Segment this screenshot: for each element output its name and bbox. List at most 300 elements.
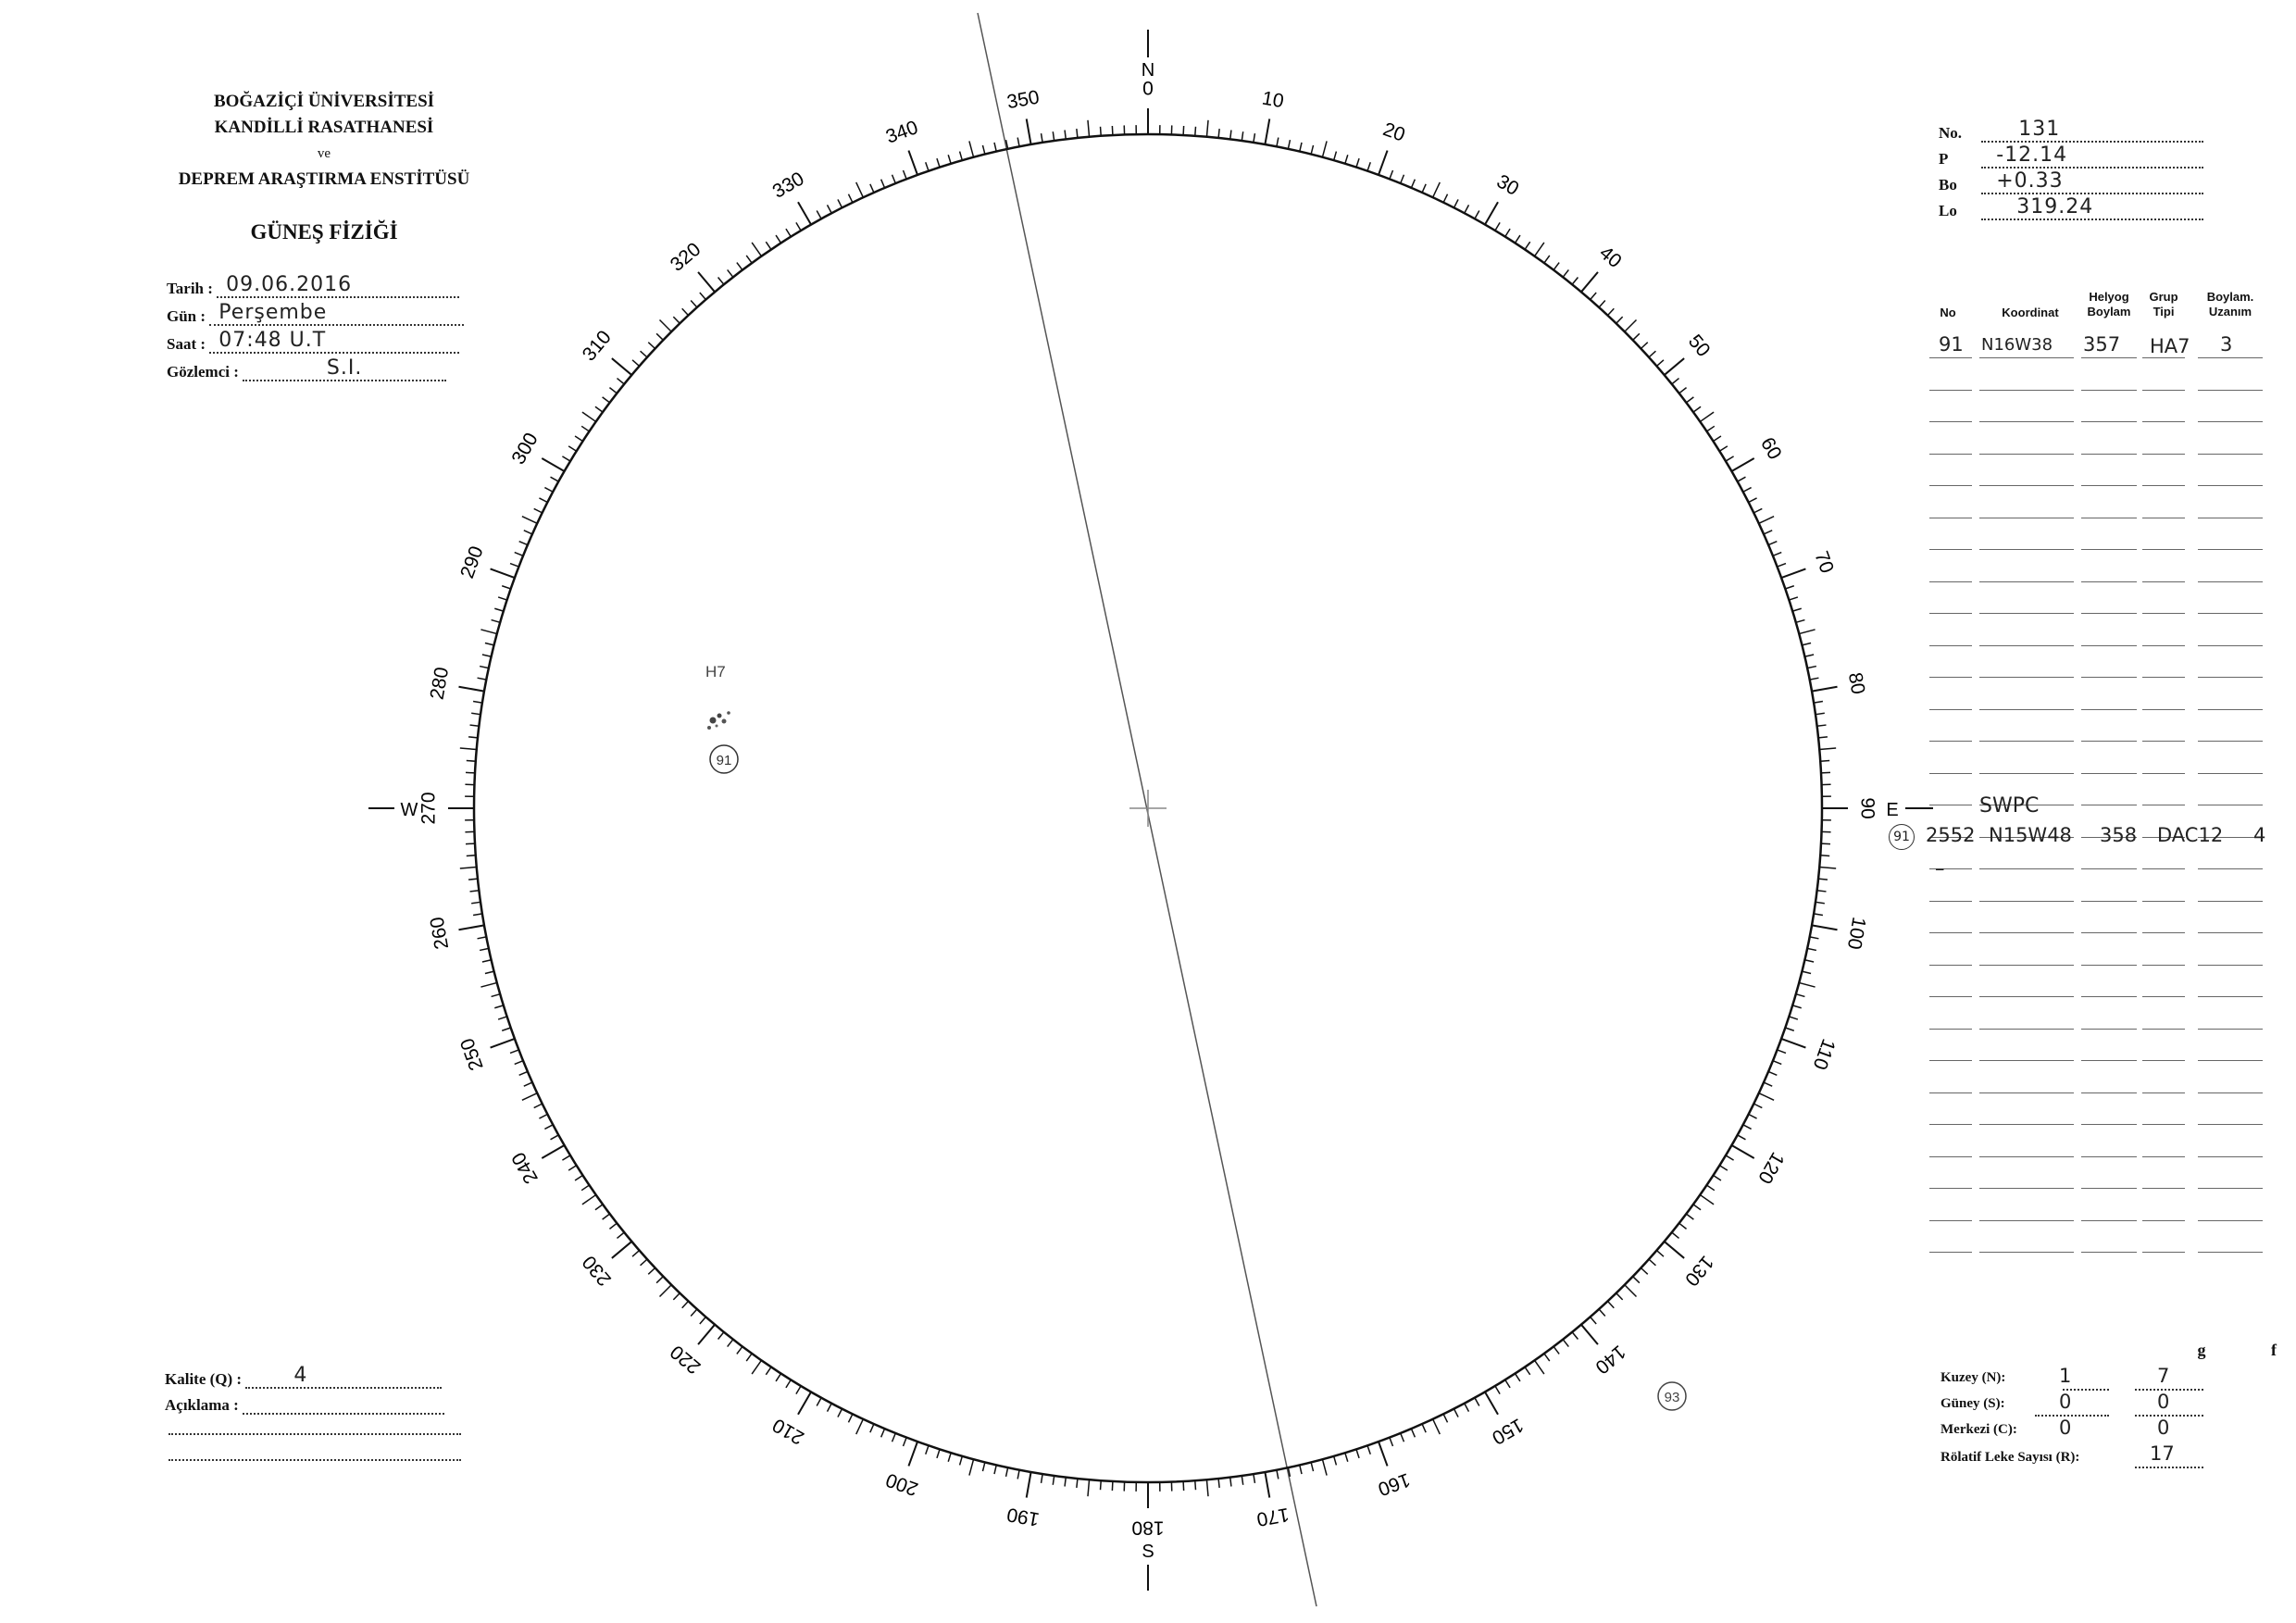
table-rule	[2198, 421, 2263, 422]
table-header-lon: Helyog Boylam	[2087, 290, 2131, 318]
table-rule	[2142, 1156, 2185, 1157]
degree-tick	[1390, 1438, 1393, 1446]
table-rule	[2081, 1220, 2137, 1221]
param-lo-label: Lo	[1939, 202, 1957, 219]
degree-tick	[1726, 456, 1734, 461]
row1-no: 91	[1939, 333, 1964, 356]
degree-tick	[1465, 1404, 1469, 1412]
degree-tick	[480, 630, 496, 634]
degree-tick	[1572, 277, 1578, 284]
degree-tick	[1778, 564, 1786, 568]
degree-label-60: 60	[1756, 433, 1786, 464]
degree-tick	[982, 145, 984, 155]
degree-tick	[470, 891, 480, 892]
table-rule	[2081, 741, 2137, 742]
table-rule	[2198, 965, 2263, 966]
table-rule	[2142, 357, 2185, 358]
degree-tick	[1485, 202, 1498, 224]
degree-tick	[948, 155, 951, 164]
north-label: N	[1141, 60, 1155, 81]
degree-tick	[1495, 1386, 1500, 1394]
degree-tick	[473, 914, 482, 916]
degree-tick	[926, 162, 929, 170]
degree-tick	[468, 879, 478, 880]
degree-tick	[1804, 655, 1814, 656]
degree-tick	[460, 748, 477, 750]
degree-tick	[1649, 1259, 1655, 1266]
degree-label-30: 30	[1492, 170, 1523, 200]
table-rule	[2198, 357, 2263, 358]
degree-tick	[752, 243, 761, 256]
degree-tick	[648, 343, 655, 349]
degree-tick	[1277, 138, 1279, 147]
degree-tick	[1027, 119, 1031, 144]
degree-tick	[491, 1039, 515, 1048]
degree-tick	[1700, 412, 1714, 421]
degree-tick	[603, 397, 610, 403]
degree-tick	[1672, 379, 1679, 384]
group-type-label: H7	[705, 663, 726, 680]
degree-tick	[892, 1433, 896, 1442]
degree-tick	[603, 1214, 610, 1219]
degree-label-0: 0	[1142, 78, 1154, 100]
summary-south-f: 0	[2157, 1391, 2170, 1413]
degree-tick	[969, 1459, 974, 1475]
degree-tick	[838, 1409, 842, 1417]
table-rule	[2142, 390, 2185, 391]
degree-tick	[1017, 1470, 1019, 1479]
degree-tick	[632, 1251, 640, 1257]
degree-tick	[1379, 151, 1388, 175]
table-rule	[1979, 901, 2074, 902]
degree-label-20: 20	[1379, 119, 1408, 146]
degree-tick	[1812, 925, 1838, 930]
param-bo-label: Bo	[1939, 176, 1957, 194]
degree-tick	[1572, 1332, 1578, 1340]
degree-label-110: 110	[1808, 1036, 1840, 1073]
degree-tick	[1796, 620, 1805, 623]
degree-tick	[1781, 1039, 1805, 1048]
summary-col-f: f	[2271, 1341, 2277, 1359]
degree-tick	[1563, 1340, 1568, 1347]
degree-tick	[1665, 358, 1684, 375]
degree-tick	[515, 1061, 523, 1065]
degree-tick	[480, 948, 489, 950]
degree-tick	[1042, 133, 1043, 143]
degree-label-100: 100	[1842, 915, 1870, 952]
west-label: W	[400, 800, 418, 820]
degree-tick	[581, 1185, 589, 1191]
degree-tick	[1206, 120, 1208, 137]
degree-tick	[1475, 211, 1479, 219]
degree-tick	[471, 902, 480, 903]
degree-tick	[1544, 256, 1550, 263]
degree-tick	[1218, 1479, 1219, 1488]
degree-tick	[828, 205, 832, 213]
degree-tick	[908, 151, 917, 175]
table-rule	[2142, 1188, 2185, 1189]
degree-tick	[1454, 1409, 1459, 1417]
degree-tick	[904, 1438, 907, 1446]
table-rule	[2142, 901, 2185, 902]
param-no-label: No.	[1939, 124, 1963, 142]
degree-tick	[494, 1005, 504, 1008]
degree-tick	[1759, 517, 1774, 524]
table-rule	[2198, 613, 2263, 614]
table-rule	[2142, 581, 2185, 582]
degree-tick	[1817, 725, 1827, 726]
degree-tick	[1819, 748, 1836, 750]
degree-tick	[969, 141, 974, 156]
degree-tick	[1818, 737, 1828, 738]
param-bo	[1939, 169, 2203, 194]
degree-tick	[1807, 667, 1816, 668]
degree-label-290: 290	[456, 543, 488, 581]
degree-tick	[1753, 508, 1762, 512]
degree-tick	[1311, 1462, 1313, 1471]
degree-tick	[562, 456, 570, 461]
table-rule	[1979, 996, 2074, 997]
degree-label-340: 340	[882, 117, 921, 148]
degree-tick	[568, 1166, 576, 1170]
degree-tick	[522, 517, 537, 524]
degree-tick	[502, 1028, 510, 1030]
degree-tick	[467, 855, 476, 856]
degree-tick	[1334, 1456, 1337, 1466]
degree-tick	[1443, 1414, 1447, 1422]
degree-tick	[1077, 1479, 1078, 1488]
table-rule	[2142, 1092, 2185, 1093]
degree-tick	[856, 1419, 864, 1434]
table-rule	[2142, 485, 2185, 486]
degree-tick	[1443, 194, 1447, 203]
degree-tick	[519, 1071, 528, 1075]
table-rule	[2081, 581, 2137, 582]
degree-tick	[1345, 155, 1348, 164]
degree-tick	[1719, 446, 1727, 451]
institution-line-3: ve	[317, 146, 331, 161]
group-number: 91	[716, 753, 732, 768]
degree-tick	[1554, 1346, 1559, 1354]
stray-mark: 93	[1664, 1390, 1680, 1405]
degree-tick	[1218, 129, 1219, 138]
degree-tick	[1820, 855, 1829, 856]
degree-tick	[1505, 229, 1510, 236]
degree-tick	[1789, 1017, 1798, 1019]
degree-tick	[617, 1232, 624, 1238]
degree-tick	[656, 1277, 663, 1283]
degree-tick	[1183, 126, 1184, 135]
degree-tick	[1599, 1309, 1605, 1316]
degree-tick	[641, 1259, 647, 1266]
degree-tick	[1390, 170, 1393, 179]
table-rule	[2142, 1252, 2185, 1253]
table-rule	[2081, 421, 2137, 422]
table-rule	[2198, 581, 2263, 582]
degree-tick	[458, 925, 484, 930]
table-rule	[2198, 868, 2263, 869]
institution-line-2: KANDİLLİ RASATHANESİ	[214, 118, 434, 137]
swpc-row-type: DAC12	[2157, 824, 2224, 846]
degree-label-300: 300	[507, 429, 543, 468]
degree-tick	[737, 263, 742, 270]
degree-tick	[1088, 1479, 1090, 1496]
summary-center-f: 0	[2157, 1417, 2170, 1439]
param-p-value: -12.14	[1996, 144, 2068, 167]
degree-tick	[1792, 1005, 1802, 1008]
degree-tick	[551, 477, 559, 481]
degree-tick	[737, 1346, 742, 1354]
degree-tick	[870, 1424, 874, 1432]
table-rule	[1979, 1220, 2074, 1221]
degree-tick	[892, 175, 896, 183]
degree-tick	[524, 1082, 532, 1086]
degree-tick	[1288, 140, 1290, 149]
degree-tick	[498, 597, 507, 600]
table-rule	[2198, 1220, 2263, 1221]
degree-tick	[519, 542, 528, 545]
summary-center-label: Merkezi (C):	[1940, 1422, 2017, 1437]
table-rule	[1929, 965, 1972, 966]
summary-col-g: g	[2197, 1341, 2206, 1359]
table-rule	[1979, 357, 2074, 358]
degree-tick	[1796, 994, 1805, 997]
table-rule	[1929, 1156, 1972, 1157]
degree-tick	[659, 1285, 671, 1297]
table-rule	[2142, 1029, 2185, 1030]
table-rule	[2198, 549, 2263, 550]
table-rule	[2081, 549, 2137, 550]
degree-label-10: 10	[1260, 87, 1286, 113]
degree-tick	[1804, 960, 1814, 962]
degree-tick	[612, 358, 631, 375]
degree-tick	[1525, 1367, 1530, 1375]
table-rule	[1979, 1029, 2074, 1030]
table-rule	[2081, 996, 2137, 997]
degree-tick	[1401, 1433, 1404, 1442]
degree-tick	[1535, 1360, 1544, 1374]
table-rule	[2081, 932, 2137, 933]
table-rule	[1979, 549, 2074, 550]
table-rule	[2198, 901, 2263, 902]
degree-label-150: 150	[1488, 1414, 1528, 1449]
department-title: GÜNEŞ FİZİĞİ	[250, 220, 398, 243]
table-rule	[1979, 581, 2074, 582]
table-rule	[2142, 773, 2185, 774]
degree-tick	[1411, 180, 1415, 188]
table-rule	[1979, 868, 2074, 869]
degree-tick	[1607, 308, 1614, 315]
table-rule	[2142, 1124, 2185, 1125]
table-rule	[2198, 1156, 2263, 1157]
param-lo-value: 319.24	[2016, 195, 2094, 218]
degree-tick	[1818, 879, 1828, 880]
degree-tick	[1821, 843, 1830, 844]
degree-tick	[1731, 458, 1753, 471]
table-rule	[2142, 677, 2185, 678]
degree-tick	[609, 388, 617, 393]
degree-tick	[766, 1367, 771, 1375]
degree-tick	[728, 269, 733, 277]
table-rule	[2081, 1252, 2137, 1253]
summary-center-g: 0	[2059, 1417, 2072, 1439]
degree-tick	[1581, 1325, 1598, 1344]
degree-tick	[1053, 1476, 1054, 1485]
degree-tick	[1649, 351, 1655, 357]
degree-label-310: 310	[578, 326, 616, 366]
table-rule	[2198, 1252, 2263, 1253]
degree-tick	[492, 994, 501, 997]
degree-tick	[466, 843, 475, 844]
degree-tick	[838, 199, 842, 207]
degree-tick	[482, 655, 492, 656]
degree-tick	[1656, 1251, 1664, 1257]
table-rule	[1929, 1252, 1972, 1253]
degree-tick	[1322, 1459, 1327, 1475]
degree-tick	[1356, 1449, 1359, 1458]
param-no-value: 131	[2018, 118, 2061, 141]
summary-r-value: 17	[2150, 1442, 2175, 1465]
table-rule	[2081, 613, 2137, 614]
day-value: Perşembe	[218, 301, 328, 324]
summary-south-g: 0	[2059, 1391, 2072, 1413]
degree-tick	[698, 1325, 715, 1344]
table-rule	[2142, 741, 2185, 742]
degree-tick	[1810, 937, 1819, 939]
degree-tick	[491, 568, 515, 578]
table-rule	[1979, 1188, 2074, 1189]
degree-tick	[1485, 1392, 1498, 1414]
table-rule	[2081, 677, 2137, 678]
table-rule	[1929, 1092, 1972, 1093]
table-rule	[2198, 1188, 2263, 1189]
swpc-row-no: 91	[1889, 824, 1915, 850]
table-rule	[2081, 965, 2137, 966]
degree-tick	[1821, 772, 1830, 773]
table-rule	[1979, 1252, 2074, 1253]
table-rule	[1979, 454, 2074, 455]
degree-tick	[1714, 436, 1721, 441]
table-rule	[1979, 709, 2074, 710]
table-rule	[2198, 996, 2263, 997]
degree-tick	[1738, 477, 1746, 481]
degree-tick	[1759, 1093, 1774, 1101]
degree-tick	[1077, 129, 1078, 138]
degree-tick	[1411, 1429, 1415, 1437]
south-label: S	[1142, 1542, 1154, 1562]
degree-tick	[1112, 1481, 1113, 1491]
degree-tick	[1475, 1398, 1479, 1406]
degree-label-230: 230	[578, 1251, 616, 1291]
degree-tick	[856, 182, 864, 197]
degree-tick	[1679, 1223, 1687, 1229]
degree-tick	[482, 960, 492, 962]
table-rule	[2081, 357, 2137, 358]
institution-line-4: DEPREM ARAŞTIRMA ENSTİTÜSÜ	[178, 169, 470, 189]
table-rule	[1929, 357, 1972, 358]
table-rule	[1929, 773, 1972, 774]
degree-label-240: 240	[507, 1148, 543, 1188]
degree-tick	[466, 772, 475, 773]
table-rule	[1979, 485, 2074, 486]
degree-tick	[1112, 126, 1113, 135]
degree-tick	[1230, 131, 1231, 140]
date-label: Tarih :	[167, 280, 213, 297]
degree-tick	[1707, 1185, 1715, 1191]
degree-tick	[1693, 1205, 1701, 1210]
table-rule	[2142, 709, 2185, 710]
degree-tick	[1625, 1285, 1637, 1297]
degree-tick	[1749, 498, 1757, 503]
table-rule	[1929, 645, 1972, 646]
degree-tick	[1714, 1175, 1721, 1180]
degree-tick	[752, 1360, 761, 1374]
degree-tick	[1686, 1214, 1693, 1219]
degree-tick	[551, 1135, 559, 1140]
table-rule	[2198, 454, 2263, 455]
degree-label-320: 320	[666, 238, 705, 276]
degree-tick	[1017, 138, 1019, 147]
degree-tick	[1749, 1115, 1757, 1119]
row1-coord: N16W38	[1981, 335, 2053, 355]
degree-tick	[817, 211, 821, 219]
degree-tick	[1802, 643, 1811, 644]
degree-tick	[544, 488, 553, 493]
degree-tick	[1799, 630, 1815, 634]
degree-tick	[1625, 319, 1637, 331]
table-rule	[1979, 1092, 2074, 1093]
degree-tick	[510, 564, 518, 568]
table-rule	[1929, 1029, 1972, 1030]
table-rule	[1929, 1188, 1972, 1189]
degree-tick	[1802, 971, 1811, 973]
degree-tick	[1686, 397, 1693, 403]
degree-label-170: 170	[1254, 1503, 1292, 1530]
table-rule	[1979, 965, 2074, 966]
degree-tick	[562, 1155, 570, 1160]
degree-tick	[515, 553, 523, 556]
table-rule	[1929, 709, 1972, 710]
degree-tick	[1367, 162, 1370, 170]
table-rule	[2081, 1156, 2137, 1157]
row1-type: HA7	[2150, 335, 2190, 357]
degree-tick	[1088, 120, 1090, 137]
degree-tick	[1322, 141, 1327, 156]
table-rule	[1929, 677, 1972, 678]
degree-tick	[648, 1267, 655, 1274]
quality-field	[165, 1364, 442, 1389]
degree-tick	[1254, 133, 1255, 143]
degree-tick	[1700, 1195, 1714, 1205]
degree-tick	[473, 702, 482, 704]
table-rule	[2142, 965, 2185, 966]
degree-tick	[1065, 131, 1066, 140]
degree-tick	[1807, 948, 1816, 950]
degree-tick	[542, 1145, 564, 1158]
table-rule	[1979, 773, 2074, 774]
degree-tick	[1693, 406, 1701, 412]
degree-tick	[691, 301, 697, 307]
degree-tick	[522, 1093, 537, 1101]
degree-tick	[1053, 131, 1054, 141]
degree-tick	[848, 194, 852, 203]
param-p	[1939, 144, 2203, 169]
table-rule	[2081, 773, 2137, 774]
degree-tick	[786, 1380, 791, 1387]
degree-tick	[796, 1386, 801, 1394]
param-p-label: P	[1939, 150, 1949, 168]
degree-tick	[1817, 891, 1827, 892]
